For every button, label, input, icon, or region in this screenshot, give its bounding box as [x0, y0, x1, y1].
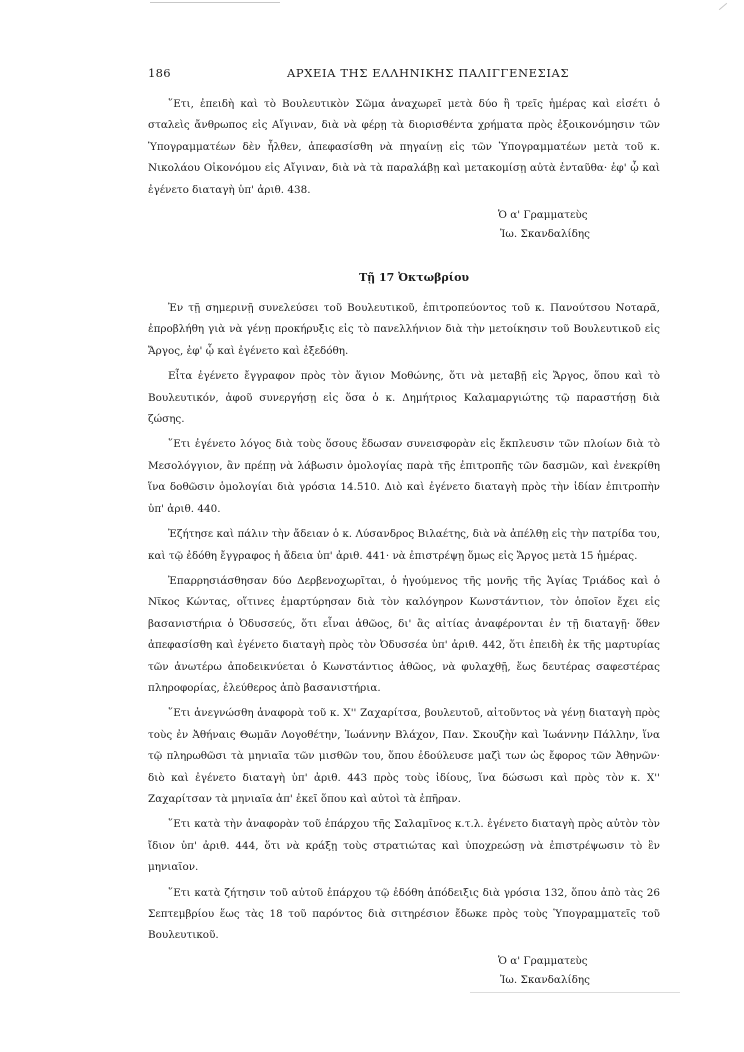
signature-block — [498, 206, 660, 244]
paragraph: ῞Ετι, ἐπειδὴ καὶ τὸ Βουλευτικὸν Σῶμα ἀναχωρεῖ μετὰ δύο ἢ τρεῖς ἡμέρας καὶ εἰσέτι ὁ σταλεὶς ἄνθρωπος εἰς Αἴγιναν, διὰ νὰ φέρῃ τὰ διορισθέντα χρήματα πρὸς ἐξοικονόμησιν τῶν Ὑπογραμματέων δὲν ἦλθεν, ἀπεφασίσθη νὰ πηγαίνῃ εἰς τῶν Ὑπογραμματέων μετὰ τοῦ κ. Νικολάου Οἰκονόμου εἰς Αἴγιναν, διὰ νὰ τὰ παραλάβῃ καὶ μετακομίσῃ αὐτὰ ἐνταῦθα· ἐφ' ᾧ καὶ ἐγένετο διαταγὴ ὑπ' ἀριθ. 438. — [148, 98, 660, 196]
scan-artifact-bottom — [470, 992, 680, 993]
paragraph: Εἶτα ἐγένετο ἔγγραφον πρὸς τὸν ἅγιον Μοθώνης, ὅτι νὰ μεταβῇ εἰς Ἄργος, ὅπου καὶ τὸ Βουλευτικόν, ἀφοῦ συνεργήσῃ εἰς ὅσα ὁ κ. Δημήτριος Καλαμαργιώτης τῷ παραστήσῃ διὰ ζώσης. — [148, 370, 660, 426]
signature-name: Ἰω. Σκανδαλίδης — [500, 973, 590, 986]
signature-block — [498, 952, 660, 990]
running-title: ΑΡΧΕΙΑ ΤΗΣ ΕΛΛΗΝΙΚΗΣ ΠΑΛΙΓΓΕΝΕΣΙΑΣ — [287, 66, 570, 80]
paragraph: Ἐπαρρησιάσθησαν δύο Δερβενοχωρῖται, ὁ ἡγούμενος τῆς μονῆς τῆς Ἁγίας Τριάδος καὶ ὁ Νῖκος Κώντας, οἵτινες ἐμαρτύρησαν διὰ τὸν καλόγηρον Κωνστάντιον, τὸν ὁποῖον ἔχει εἰς βασανιστήρια ὁ Ὀδυσσεύς, ὅτι εἶναι ἀθῶος, δι' ἃς αἰτίας ἀναφέρονται ἐν τῇ διαταγῇ· ὅθεν ἀπεφασίσθη καὶ ἐγένετο διαταγὴ πρὸς τὸν Ὀδυσσέα ὑπ' ἀριθ. 442, ὅτι ἐπειδὴ ἐκ τῆς μαρτυρίας τῶν ἀνωτέρω ἀποδεικνύεται ὁ Κωνστάντιος ἀθῶος, νὰ φυλαχθῇ, ἕως δευτέρας σαφεστέρας πληροφορίας, ἐλεύθερος ἀπὸ βασανιστήρια. — [148, 574, 660, 694]
paragraph: Ἐν τῇ σημερινῇ συνελεύσει τοῦ Βουλευτικοῦ, ἐπιτροπεύοντος τοῦ κ. Πανούτσου Νοταρᾶ, ἐπροβλήθη γιὰ νὰ γένῃ προκήρυξις εἰς τὸ πανελλήνιον διὰ τὴν μετοίκησιν τοῦ Βουλευτικοῦ εἰς Ἄργος, ἐφ' ᾧ καὶ ἐγένετο καὶ ἐξεδόθη. — [148, 302, 660, 357]
scan-artifact-top — [150, 2, 280, 3]
signature-role: Ὁ α' Γραμματεὺς — [498, 209, 588, 222]
date-heading: Τῇ 17 Ὀκτωβρίου — [358, 271, 470, 285]
paragraph: ῞Ετι ἀνεγνώσθη ἀναφορὰ τοῦ κ. Χ'' Ζαχαρίτσα, βουλευτοῦ, αἰτοῦντος νὰ γένῃ διαταγὴ πρὸς τοὺς ἐν Ἀθήναις Θωμᾶν Λογοθέτην, Ἰωάννην Βλάχον, Παν. Σκουζὴν καὶ Ἰωάννην Πάλλην, ἵνα τῷ πληρωθῶσι τὰ μηνιαῖα τῶν μισθῶν του, ὅπου ἐδούλευσε μαζὶ των ὡς ἔφορος τῶν Ἀθηνῶν· διὸ καὶ ἐγένετο διαταγὴ ὑπ' ἀριθ. 443 πρὸς τοὺς ἰδίους, ἵνα δώσωσι καὶ πρὸς τὸν κ. Χ'' Ζαχαρίτσαν τὰ μηνιαῖα ἀπ' ἐκεῖ ὅπου καὶ αὐτοὶ τὰ ἐπῆραν. — [148, 707, 660, 805]
paragraph: ῞Ετι ἐγένετο λόγος διὰ τοὺς ὅσους ἔδωσαν συνεισφορὰν εἰς ἔκπλευσιν τῶν πλοίων διὰ τὸ Μεσολόγγιον, ἂν πρέπῃ νὰ λάβωσιν ὁμολογίας παρὰ τῆς ἐπιτροπῆς τῶν δασμῶν, καὶ ἐνεκρίθη ἵνα δοθῶσιν ὁμολογίαι διὰ γρόσια 14.510. Διὸ καὶ ἐγένετο διαταγὴ πρὸς τὴν ἰδίαν ἐπιτροπὴν ὑπ' ἀριθ. 440. — [148, 438, 660, 515]
scan-artifact-corner — [719, 3, 727, 10]
document-body — [148, 94, 660, 990]
signature-role: Ὁ α' Γραμματεὺς — [498, 954, 588, 967]
paragraph: Ἐζήτησε καὶ πάλιν τὴν ἄδειαν ὁ κ. Λύσανδρος Βιλαέτης, διὰ νὰ ἀπέλθῃ εἰς τὴν πατρίδα του, καὶ τῷ ἐδόθη ἔγγραφος ἡ ἄδεια ὑπ' ἀριθ. 441· νὰ ἐπιστρέψῃ ὅμως εἰς Ἄργος μετὰ 15 ἡμέρας. — [148, 528, 660, 562]
paragraph: ῞Ετι κατὰ τὴν ἀναφορὰν τοῦ ἐπάρχου τῆς Σαλαμῖνος κ.τ.λ. ἐγένετο διαταγὴ πρὸς αὐτὸν τὸν ἴδιον ὑπ' ἀριθ. 444, ὅτι νὰ κράξῃ τοὺς στρατιώτας καὶ ὑποχρεώσῃ νὰ ἐπιστρέψωσιν τὸ ἓν μηνιαῖον. — [148, 818, 660, 874]
page-number: 186 — [148, 66, 171, 80]
signature-name: Ἰω. Σκανδαλίδης — [500, 228, 590, 241]
paragraph: ῞Ετι κατὰ ζήτησιν τοῦ αὐτοῦ ἐπάρχου τῷ ἐδόθη ἀπόδειξις διὰ γρόσια 132, ὅπου ἀπὸ τὰς 26 Σεπτεμβρίου ἕως τὰς 18 τοῦ παρόντος διὰ σιτηρέσιον ἔδωκε πρὸς τοὺς Ὑπογραμματεῖς τοῦ Βουλευτικοῦ. — [148, 886, 660, 942]
